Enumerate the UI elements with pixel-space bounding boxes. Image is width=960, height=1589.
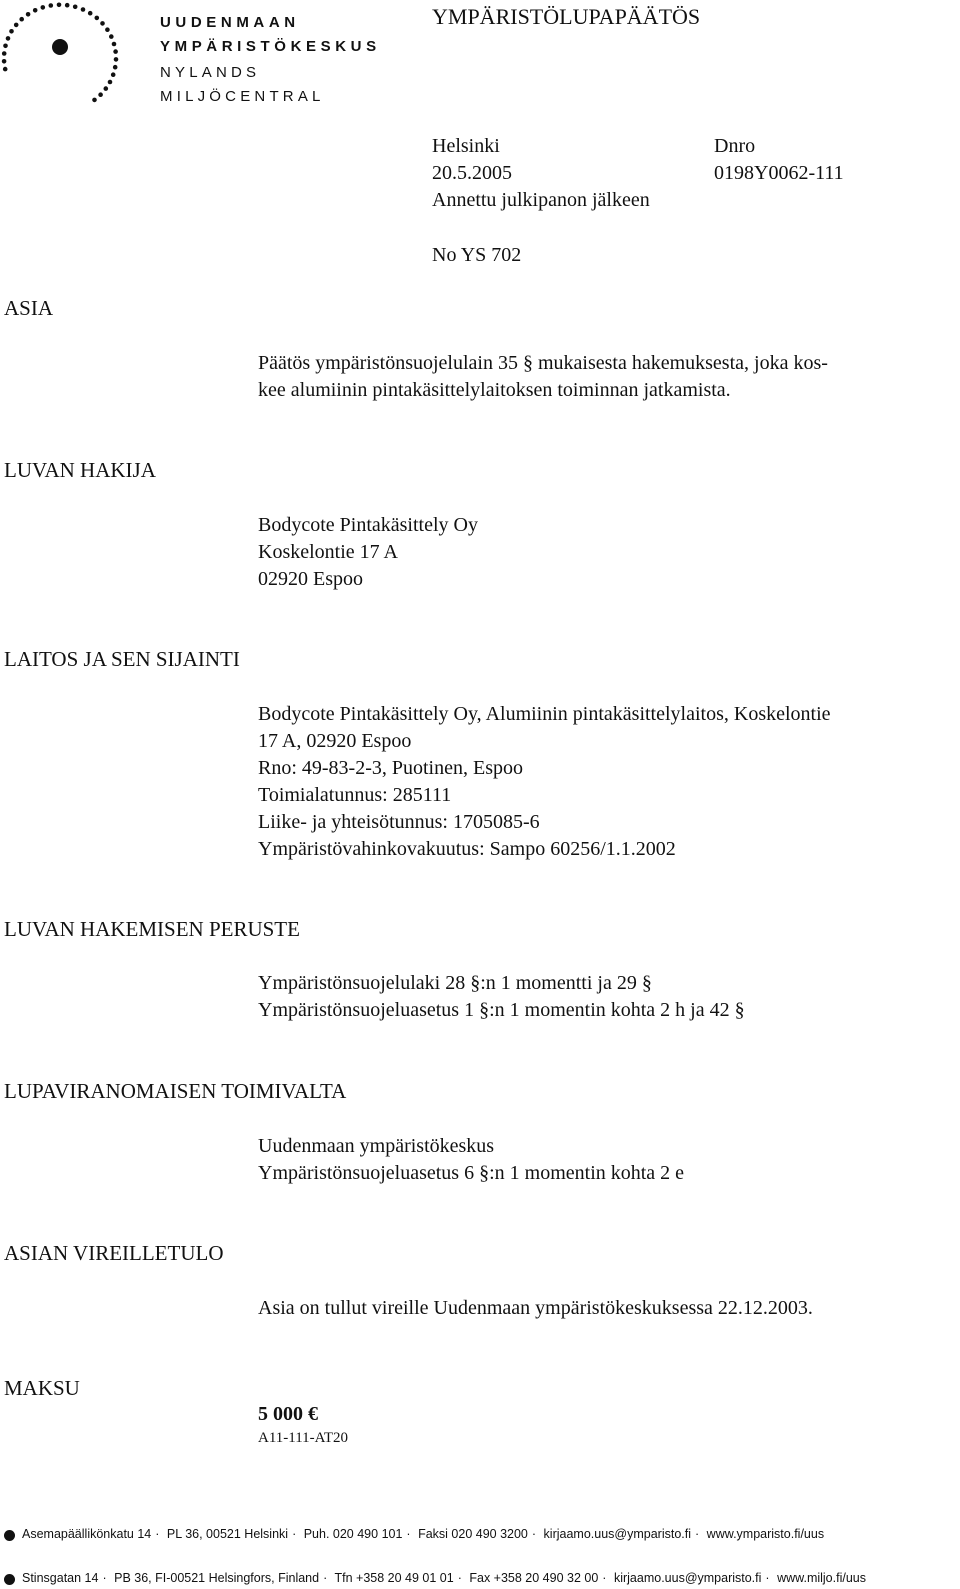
logo-dot: [73, 5, 78, 10]
logo-dot: [98, 92, 103, 97]
logo-dot: [14, 23, 19, 28]
section-heading-asia: ASIA: [4, 296, 54, 320]
logo-dot: [112, 42, 117, 47]
logo-dot: [92, 98, 97, 103]
logo-dot: [2, 59, 7, 64]
logo-dot: [88, 11, 93, 16]
text-line: Rno: 49-83-2-3, Puotinen, Espoo: [258, 757, 523, 779]
text-line: Koskelontie 17 A: [258, 541, 398, 563]
footer-web-link[interactable]: www.ymparisto.fi/uus: [706, 1527, 825, 1541]
section-body-facility: [258, 701, 831, 863]
logo-dot: [105, 27, 110, 32]
logo-dot: [3, 67, 8, 72]
logo-dot: [81, 7, 86, 12]
section-heading-authority: LUPAVIRANOMAISEN TOIMIVALTA: [4, 1079, 347, 1103]
decision-number: No YS 702: [432, 244, 522, 266]
logo-dot: [111, 72, 116, 77]
section-body-legal-basis: [258, 970, 745, 1024]
logo-dot: [113, 49, 118, 54]
logo-dot: [33, 8, 38, 13]
place-label: Helsinki: [432, 135, 500, 157]
text-line: Asia on tullut vireille Uudenmaan ympäristökeskuksessa 22.12.2003.: [258, 1297, 813, 1319]
footer-web-link[interactable]: www.miljo.fi/uus: [777, 1571, 866, 1585]
logo-dot: [108, 80, 113, 85]
logo-dot: [49, 3, 54, 8]
logo-dot: [2, 51, 7, 56]
section-heading-applicant: LUVAN HAKIJA: [4, 458, 156, 482]
dnro-label: Dnro: [714, 135, 756, 157]
footer-item: Stinsgatan 14: [22, 1571, 99, 1585]
logo-dot: [113, 65, 118, 70]
org-name-line-2: YMPÄRISTÖKESKUS: [160, 38, 381, 55]
text-line: Ympäristövahinkovakuutus: Sampo 60256/1.1.2002: [258, 838, 676, 860]
logo-dot: [9, 29, 14, 34]
text-line: 02920 Espoo: [258, 568, 363, 590]
text-line: kee alumiinin pintakäsittelylaitoksen toiminnan jatkamista.: [258, 379, 731, 401]
section-body-initiation: [258, 1295, 813, 1322]
logo-dot: [95, 16, 100, 21]
document-title: YMPÄRISTÖLUPAPÄÄTÖS: [432, 4, 701, 29]
logo-dot: [65, 3, 70, 8]
text-line: Toimialatunnus: 285111: [258, 784, 452, 806]
org-name-line-3: NYLANDS: [160, 64, 261, 81]
section-heading-initiation: ASIAN VIREILLETULO: [4, 1241, 224, 1265]
footer-address-sv: Stinsgatan 14 · PB 36, FI-00521 Helsingfors, Finland · Tfn +358 20 49 01 01 · Fax +358 20 490 32 00 · kirjaamo.uus@ymparisto.fi · www.miljo.fi/uus: [22, 1571, 866, 1585]
logo-dot: [104, 86, 109, 91]
footer-item: Fax +358 20 490 32 00: [469, 1571, 599, 1585]
org-name-line-1: UUDENMAAN: [160, 14, 300, 31]
section-heading-facility: LAITOS JA SEN SIJAINTI: [4, 647, 240, 671]
footer-item: Faksi 020 490 3200: [418, 1527, 528, 1541]
dnro-value: 0198Y0062-111: [714, 162, 844, 184]
logo-dot: [3, 44, 8, 49]
org-name-line-4: MILJÖCENTRAL: [160, 88, 325, 105]
section-heading-legal-basis: LUVAN HAKEMISEN PERUSTE: [4, 917, 300, 941]
logo-dot-arc: [0, 0, 150, 130]
logo-dot: [41, 5, 46, 10]
footer-item: Tfn +358 20 49 01 01: [334, 1571, 454, 1585]
logo-dot: [100, 21, 105, 26]
section-heading-fee: MAKSU: [4, 1376, 80, 1400]
text-line: Ympäristönsuojelulaki 28 §:n 1 momentti ja 29 §: [258, 972, 652, 994]
text-line: Uudenmaan ympäristökeskus: [258, 1135, 495, 1157]
footer-email-link[interactable]: kirjaamo.uus@ymparisto.fi: [543, 1527, 692, 1541]
logo-center-dot: [52, 39, 68, 55]
section-body-applicant: [258, 512, 478, 593]
logo-dot: [114, 57, 119, 62]
decision-date: 20.5.2005: [432, 162, 512, 184]
text-line: Bodycote Pintakäsittely Oy, Alumiinin pintakäsittelylaitos, Koskelontie: [258, 703, 831, 725]
fee-code: A11-111-AT20: [258, 1430, 348, 1446]
fee-amount: 5 000 €: [258, 1403, 318, 1425]
footer-item: Puh. 020 490 101: [303, 1527, 403, 1541]
text-line: Liike- ja yhteisötunnus: 1705085-6: [258, 811, 540, 833]
text-line: Bodycote Pintakäsittely Oy: [258, 514, 478, 536]
footer-email-link[interactable]: kirjaamo.uus@ymparisto.fi: [613, 1571, 762, 1585]
logo-dot: [109, 34, 114, 39]
footer-bullet-icon: [4, 1530, 15, 1541]
footer-bullet-icon: [4, 1574, 15, 1585]
text-line: Ympäristönsuojeluasetus 6 §:n 1 momentin kohta 2 e: [258, 1162, 685, 1184]
text-line: Päätös ympäristönsuojelulain 35 § mukaisesta hakemuksesta, joka kos-: [258, 352, 828, 374]
footer-address-fi: Asemapäällikönkatu 14 · PL 36, 00521 Helsinki · Puh. 020 490 101 · Faksi 020 490 3200 · kirjaamo.uus@ymparisto.fi · www.ymparisto.fi/uus: [22, 1527, 825, 1541]
section-body-asia: [258, 350, 828, 404]
footer-item: PL 36, 00521 Helsinki: [166, 1527, 289, 1541]
footer-item: PB 36, FI-00521 Helsingfors, Finland: [114, 1571, 320, 1585]
logo-dot: [6, 36, 11, 41]
text-line: Ympäristönsuojeluasetus 1 §:n 1 momentin kohta 2 h ja 42 §: [258, 999, 745, 1021]
section-body-authority: [258, 1133, 684, 1187]
logo-dot: [57, 3, 62, 8]
publication-note: Annettu julkipanon jälkeen: [432, 189, 650, 211]
logo-dot: [19, 17, 24, 22]
logo-dot: [26, 12, 31, 17]
footer-item: Asemapäällikönkatu 14: [22, 1527, 152, 1541]
text-line: 17 A, 02920 Espoo: [258, 730, 412, 752]
